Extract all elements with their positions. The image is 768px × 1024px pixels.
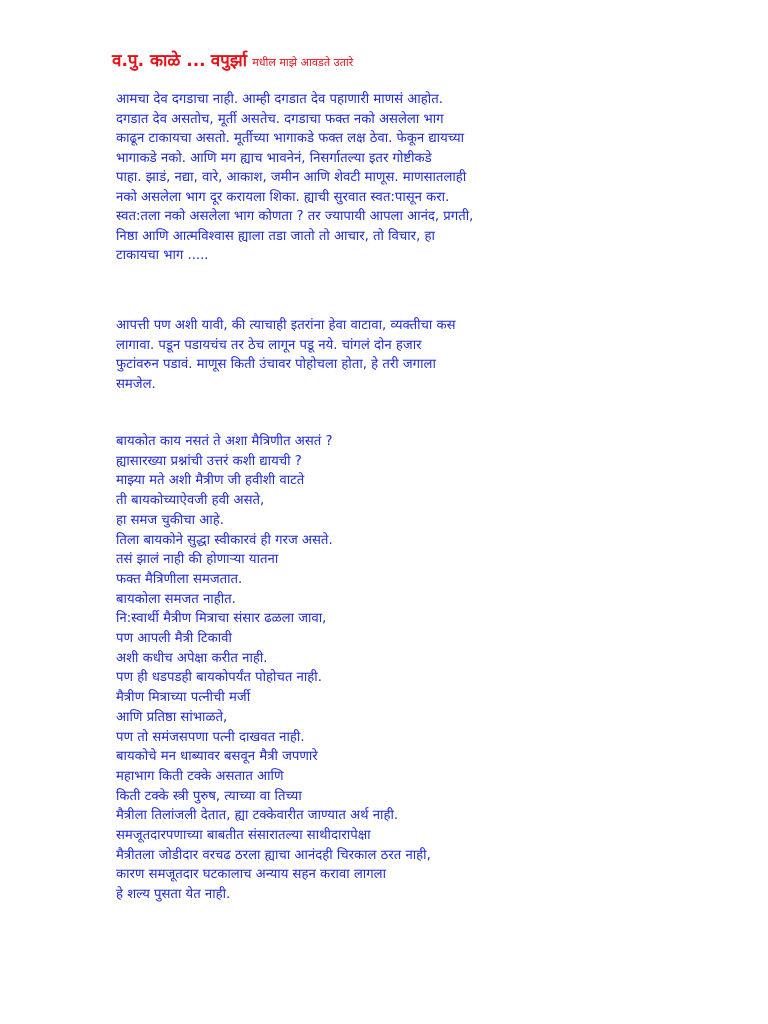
text-line: टाकायचा भाग .....	[116, 248, 209, 263]
page-heading	[112, 48, 353, 71]
poem-line: फक्त मैत्रिणीला समजतात.	[116, 571, 243, 587]
poem-line: अशी कधीच अपेक्षा करीत नाही.	[116, 650, 268, 666]
poem-line: बायकोत काय नसतं ते अशा मैत्रिणीत असतं ?	[116, 434, 333, 449]
text-line: लागावा. पडून पडायचंच तर ठेच लागून पडू नये. चांगलं दोन हजार	[116, 337, 422, 353]
book-title: वपुर्झा	[210, 51, 248, 71]
poem-line: हा समज चुकीचा आहे.	[116, 512, 224, 528]
paragraph-1	[116, 90, 473, 266]
poem-line: पण ही धडपडही बायकोपर्यंत पोहोचत नाही.	[116, 670, 322, 686]
poem-line: मैत्रीला तिलांजली देतात, ह्या टक्केवारीत जाण्यात अर्थ नाही.	[116, 808, 399, 824]
poem-line: मैत्रीतला जोडीदार वरचढ ठरला ह्याचा आनंदही चिरकाल ठरत नाही,	[116, 847, 431, 863]
poem-line: पण तो समंजसपणा पत्नी दाखवत नाही.	[116, 729, 305, 745]
text-line: आपत्ती पण अशी यावी, की त्याचाही इतरांना हेवा वाटावा, व्यक्तीचा कस	[116, 318, 456, 333]
author-name: व.पु. काळे ...	[112, 51, 206, 71]
text-line: भागाकडे नको. आणि मग ह्याच भावनेनं, निसर्गातल्या इतर गोष्टीकडे	[116, 150, 432, 166]
heading-subtitle: मधील माझे आवडते उतारे	[252, 56, 354, 69]
text-line: स्वत:तला नको असलेला भाग कोणता ? तर ज्यापायी आपला आनंद, प्रगती,	[116, 209, 474, 224]
text-line: फुटांवरुन पडावं. माणूस किती उंचावर पोहोचला होता, हे तरी जगाला	[116, 357, 436, 372]
poem-line: बायकोला समजत नाहीत.	[116, 591, 236, 607]
poem-line: पण आपली मैत्री टिकावी	[116, 631, 232, 647]
text-line: नको असलेला भाग दूर करायला शिका. ह्याची सुरवात स्वत:पासून करा.	[116, 189, 450, 205]
poem-line: हे शल्य पुसता येत नाही.	[116, 887, 231, 903]
poem-line: ह्यासारख्या प्रश्नांची उत्तरं कशी द्यायची ?	[116, 453, 302, 469]
poem-line: तिला बायकोने सुद्धा स्वीकारवं ही गरज असते.	[116, 532, 333, 548]
paragraph-2	[116, 316, 456, 394]
poem-line: समजूतदारपणाच्या बाबतीत संसारातल्या साथीदारापेक्षा	[116, 828, 371, 844]
text-line: पाहा. झाडं, नद्या, वारे, आकाश, जमीन आणि शेवटी माणूस. माणसातलाही	[116, 170, 467, 185]
poem-block	[116, 432, 431, 905]
poem-line: नि:स्वार्थी मैत्रीण मित्राचा संसार ढळला जावा,	[116, 611, 327, 627]
poem-line: माझ्या मते अशी मैत्रीण जी हवीशी वाटते	[116, 473, 305, 489]
poem-line: बायकोचे मन धाब्यावर बसवून मैत्री जपणारे	[116, 749, 318, 765]
poem-line: तसं झालं नाही की होणाऱ्या यातना	[116, 552, 279, 568]
poem-line: महाभाग किती टक्के असतात आणि	[116, 768, 284, 784]
text-line: निष्ठा आणि आत्मविश्वास ह्याला तडा जातो तो आचार, तो विचार, हा	[116, 228, 435, 244]
text-line: समजेल.	[116, 376, 156, 392]
poem-line: किती टक्के स्त्री पुरुष, त्याच्या वा तिच्या	[116, 788, 302, 804]
text-line: काढून टाकायचा असतो. मूर्तीच्या भागाकडे फक्त लक्ष ठेवा. फेकून द्यायच्या	[116, 131, 465, 146]
poem-line: ती बायकोच्याऐवजी हवी असते,	[116, 493, 265, 509]
poem-line: कारण समजूतदार घटकालाच अन्याय सहन करावा लागला	[116, 867, 386, 883]
text-line: आमचा देव दगडाचा नाही. आम्ही दगडात देव पहाणारी माणसं आहोत.	[116, 92, 443, 107]
poem-line: मैत्रीण मित्राच्या पत्नीची मर्जी	[116, 690, 251, 706]
text-line: दगडात देव असतोच, मूर्ती असतेच. दगडाचा फक्त नको असलेला भाग	[116, 111, 444, 127]
poem-line: आणि प्रतिष्ठा सांभाळते,	[116, 709, 228, 725]
